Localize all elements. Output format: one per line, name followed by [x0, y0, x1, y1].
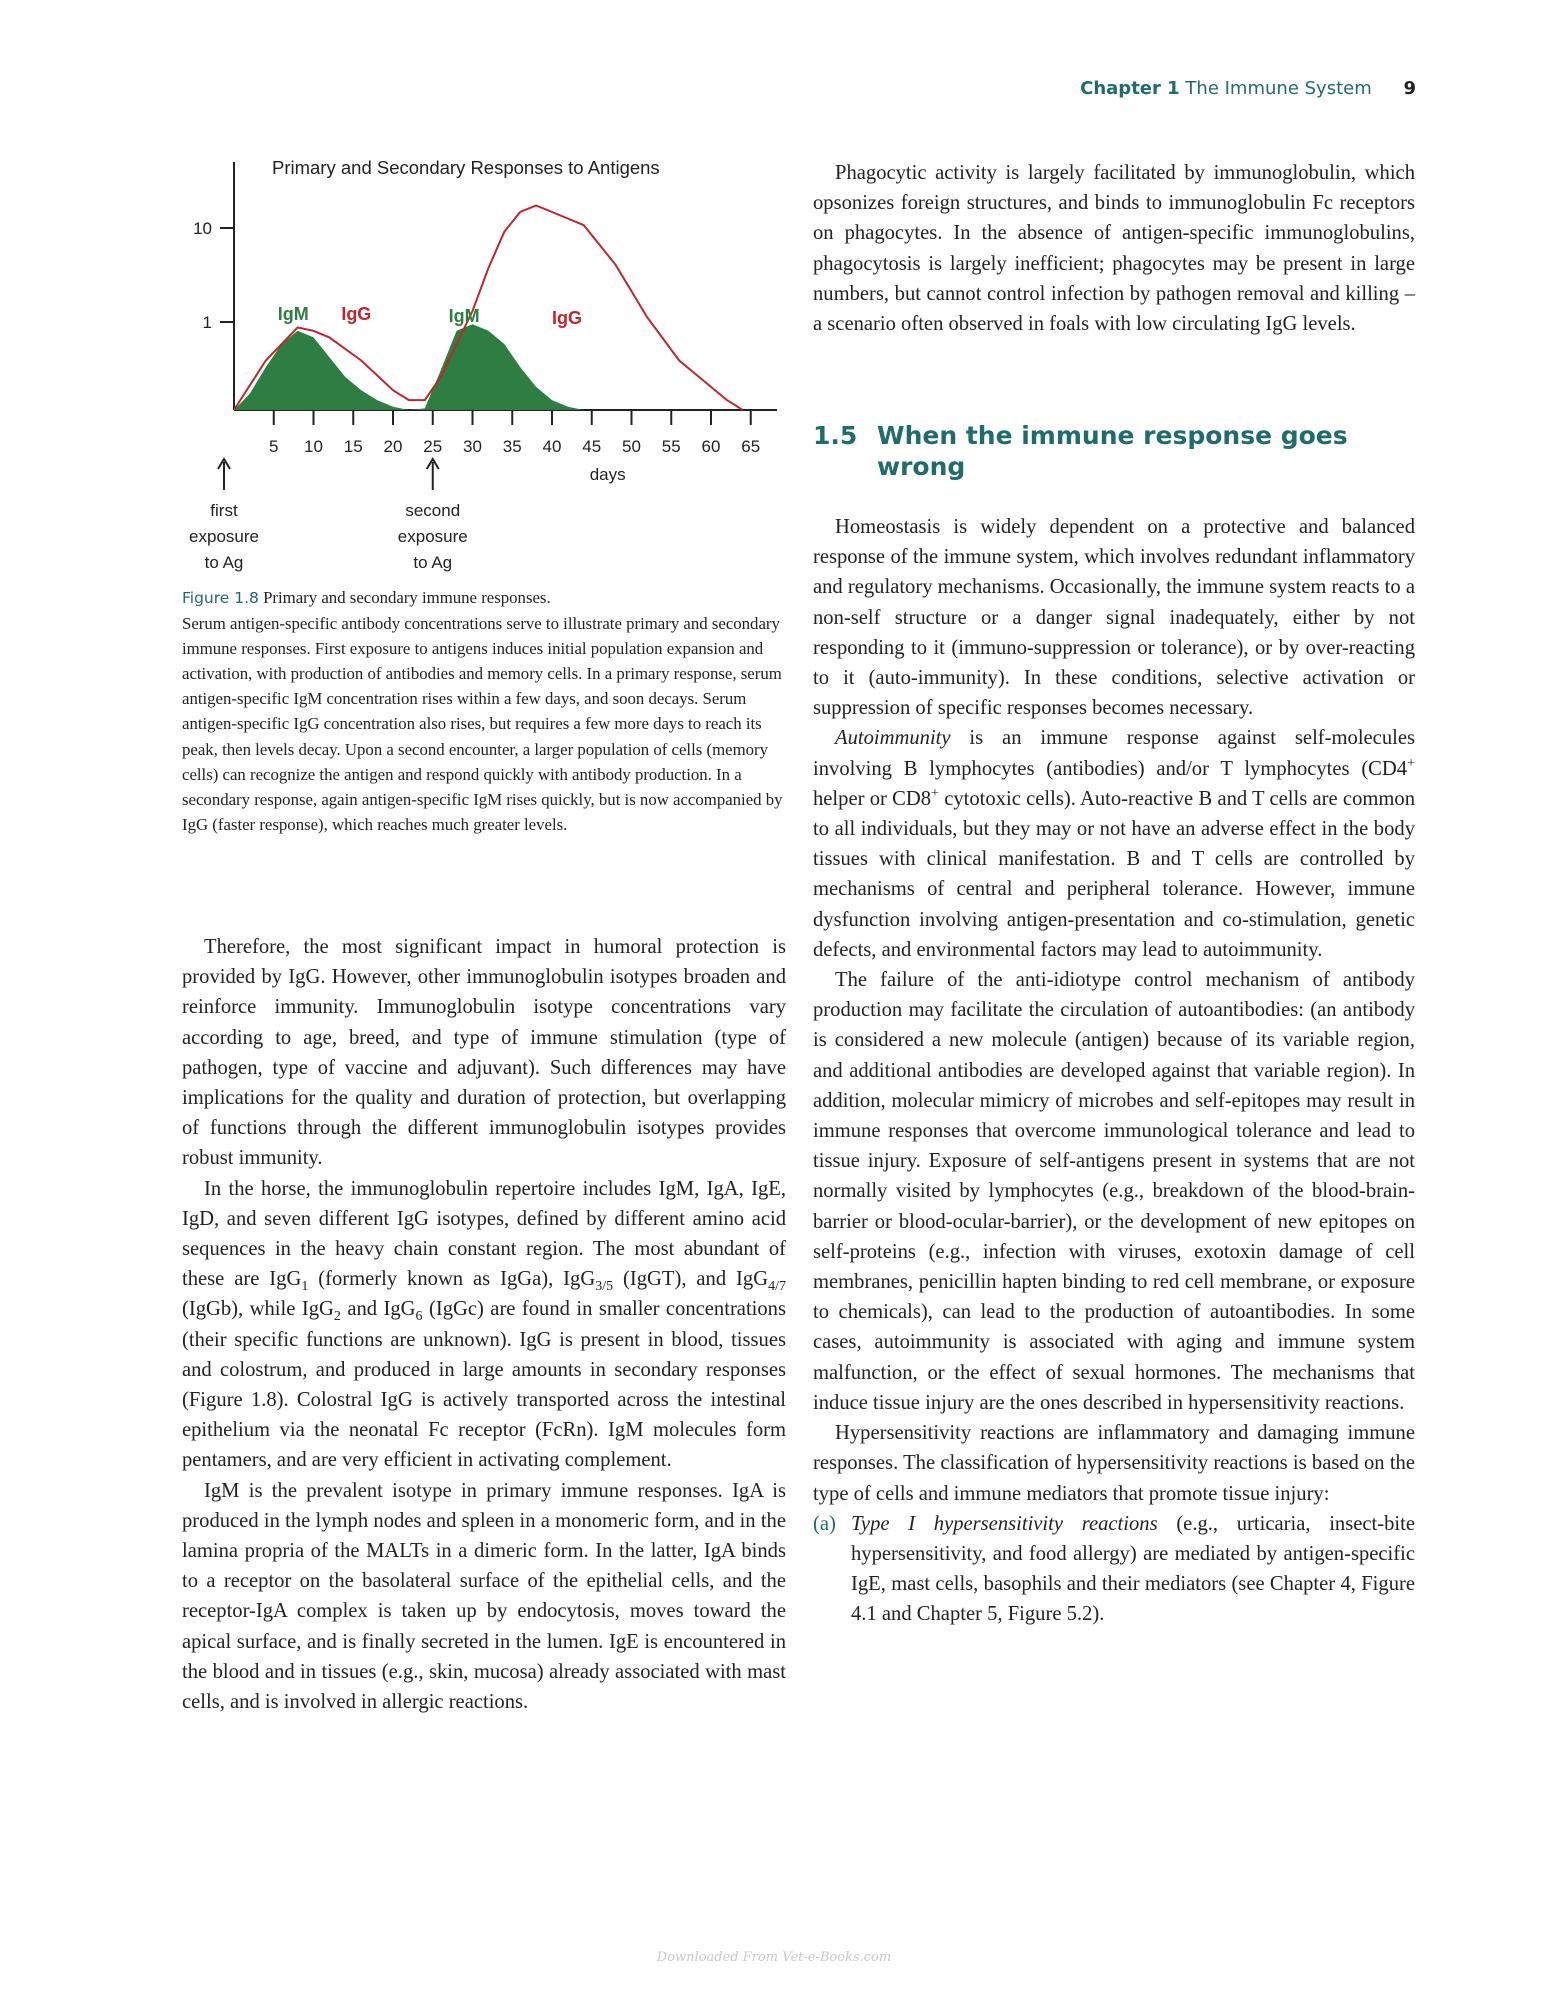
series-label: IgG [552, 308, 582, 328]
x-tick-label: 5 [269, 437, 279, 456]
exposure-annotation: to Ag [204, 553, 244, 572]
x-tick-label: 10 [304, 437, 323, 456]
right-column-top [813, 158, 1415, 339]
paragraph: Phagocytic activity is largely facilitated by immunoglobulin, which opsonizes foreign structures, and binds to immunoglobulin Fc receptors on phagocytes. In the absence of antigen-specific immunoglobulins, phagocytosis is largely inefficient; phagocytes may be present in large numbers, but cannot control infection by pathogen removal and killing – a scenario often observed in foals with low circulating IgG levels. [813, 162, 1415, 336]
x-tick-label: 30 [463, 437, 482, 456]
figure-caption-title: Primary and secondary immune responses. [258, 588, 551, 607]
exposure-annotation: first [210, 501, 238, 520]
series-label: IgG [341, 304, 372, 324]
chapter-number: Chapter 1 [1080, 78, 1180, 99]
running-header [1080, 78, 1416, 99]
section-title-line1: When the immune response goes [877, 421, 1348, 450]
paragraph: The failure of the anti-idiotype control mechanism of antibody production may facilitate the circulation of autoantibodies: (an antibody is considered a new molecule (antigen) because of its variable region, and additional antibodies are developed against that variable region). In addition, molecular mimicry of microbes and self-epitopes may result in immune responses that overcome immunological tolerance and lead to tissue injury. Exposure of self-antigens present in systems that are not normally visited by lymphocytes (e.g., breakdown of the blood-brain-barrier or blood-ocular-barrier), or the development of new epitopes on self-proteins (e.g., infection with viruses, exotoxin damage of cell membranes, penicillin hapten binding to red cell membrane, or exposure to chemicals), can lead to the production of autoantibodies. In some cases, autoimmunity is associated with aging and immune system malfunction, or the effect of sexual hormones. The mechanisms that induce tissue injury are the ones described in hypersensitivity reactions. [813, 969, 1415, 1414]
right-column [813, 512, 1415, 1630]
watermark: Downloaded From Vet-e-Books.com [656, 1950, 892, 1965]
x-tick-label: 55 [661, 437, 681, 456]
x-tick-label: 20 [383, 437, 403, 456]
exposure-annotation: second [405, 501, 461, 520]
paragraph: Autoimmunity is an immune response against self-molecules involving B lymphocytes (antibodies) and/or T lymphocytes (CD4+ helper or CD8+ cytotoxic cells). Auto-reactive B and T cells are common to all individuals, but they may or not have an adverse effect in the body tissues with clinical manifestation. B and T cells are controlled by mechanisms of central and peripheral tolerance. However, immune dysfunction involving antigen-presentation and co-stimulation, genetic defects, and environmental factors may lead to autoimmunity. [813, 727, 1415, 961]
series-label: IgM [277, 304, 309, 324]
x-tick-label: 45 [582, 437, 602, 456]
list-item [813, 1509, 1415, 1630]
list-text: Type I hypersensitivity reactions (e.g., urticaria, insect-bite hypersensitivity, and food allergy) are mediated by antigen-specific IgE, mast cells, basophils and their mediators (see Chapter 4, Figure 4.1 and Chapter 5, Figure 5.2). [851, 1512, 1415, 1626]
x-tick-label: 50 [622, 437, 641, 456]
x-axis-label: days [589, 465, 626, 484]
figure-label: Figure 1.8 [182, 589, 259, 607]
x-tick-label: 25 [423, 437, 443, 456]
chart-title: Primary and Secondary Responses to Antigens [272, 157, 660, 178]
x-tick-label: 15 [343, 437, 363, 456]
exposure-annotation: exposure [189, 527, 259, 546]
chapter-title: The Immune System [1185, 78, 1372, 99]
section-number: 1.5 [813, 421, 858, 450]
exposure-annotation: exposure [397, 527, 468, 546]
x-tick-label: 35 [502, 437, 522, 456]
figure-chart [182, 150, 782, 580]
page-number: 9 [1403, 78, 1416, 99]
section-title-line2: wrong [877, 452, 966, 481]
x-tick-label: 40 [542, 437, 562, 456]
section-heading [813, 420, 1413, 482]
left-column [182, 932, 786, 1717]
series-area-IgM [234, 324, 584, 410]
y-tick-label: 1 [202, 313, 212, 332]
paragraph: IgM is the prevalent isotype in primary immune responses. IgA is produced in the lymph nodes and spleen in a monomeric form, and in the lamina propria of the MALTs in a dimeric form. In the latter, IgA binds to a receptor on the basolateral surface of the epithelial cells, and the receptor-IgA complex is taken up by endocytosis, moves toward the apical surface, and is finally secreted in the lumen. IgE is encountered in the blood and in tissues (e.g., skin, mucosa) already associated with mast cells, and is involved in allergic reactions. [182, 1479, 786, 1714]
x-tick-label: 65 [741, 437, 761, 456]
x-tick-label: 60 [701, 437, 721, 456]
exposure-annotation: to Ag [413, 553, 453, 572]
paragraph: Therefore, the most significant impact in humoral protection is provided by IgG. However, other immunoglobulin isotypes broaden and reinforce immunity. Immunoglobulin isotype concentrations vary according to age, breed, and type of immune stimulation (type of pathogen, type of vaccine and adjuvant). Such differences may have implications for the quality and duration of protection, but overlapping of functions through the different immunoglobulin isotypes provides robust immunity. [182, 936, 786, 1170]
figure-caption-text: Serum antigen-specific antibody concentrations serve to illustrate primary and secondary immune responses. First exposure to antigens induces initial population expansion and activation, with production of antibodies and memory cells. In a primary response, serum antigen-specific IgM concentration rises within a few days, and soon decays. Serum antigen-specific IgG concentration also rises, but requires a few more days to reach its peak, then levels decay. Upon a second encounter, a larger population of cells (memory cells) can recognize the antigen and respond quickly with antibody production. In a secondary response, again antigen-specific IgM rises quickly, but is now accompanied by IgG (faster response), which reaches much greater levels. [182, 614, 783, 834]
paragraph: In the horse, the immunoglobulin repertoire includes IgM, IgA, IgE, IgD, and seven different IgG isotypes, defined by different amino acid sequences in the heavy chain constant region. The most abundant of these are IgG$_1$ (formerly known as IgGa), IgG$_{3/5}$ (IgGT), and IgG$_{4/7}$ (IgGb), while IgG$_2$ and IgG$_6$ (IgGc) are found in smaller concentrations (their specific functions are unknown). IgG is present in blood, tissues and colostrum, and produced in large amounts in secondary responses (Figure 1.8). Colostral IgG is actively transported across the intestinal epithelium via the neonatal Fc receptor (FcRn). IgM molecules form pentamers, and are very efficient in activating complement. [182, 1177, 786, 1472]
paragraph: Hypersensitivity reactions are inflammatory and damaging immune responses. The classification of hypersensitivity reactions is based on the type of cells and immune mediators that promote tissue injury: [813, 1422, 1415, 1505]
y-tick-label: 10 [193, 219, 212, 238]
paragraph: Homeostasis is widely dependent on a protective and balanced response of the immune system, which involves redundant inflammatory and regulatory mechanisms. Occasionally, the immune system reacts to a non-self structure or a danger signal inadequately, either by not responding to it (immuno-suppression or tolerance), or by over-reacting to it (auto-immunity). In these conditions, selective activation or suppression of specific responses becomes necessary. [813, 516, 1415, 720]
figure-caption [182, 585, 786, 837]
list-marker: (a) [813, 1512, 836, 1535]
series-label: IgM [448, 306, 480, 326]
